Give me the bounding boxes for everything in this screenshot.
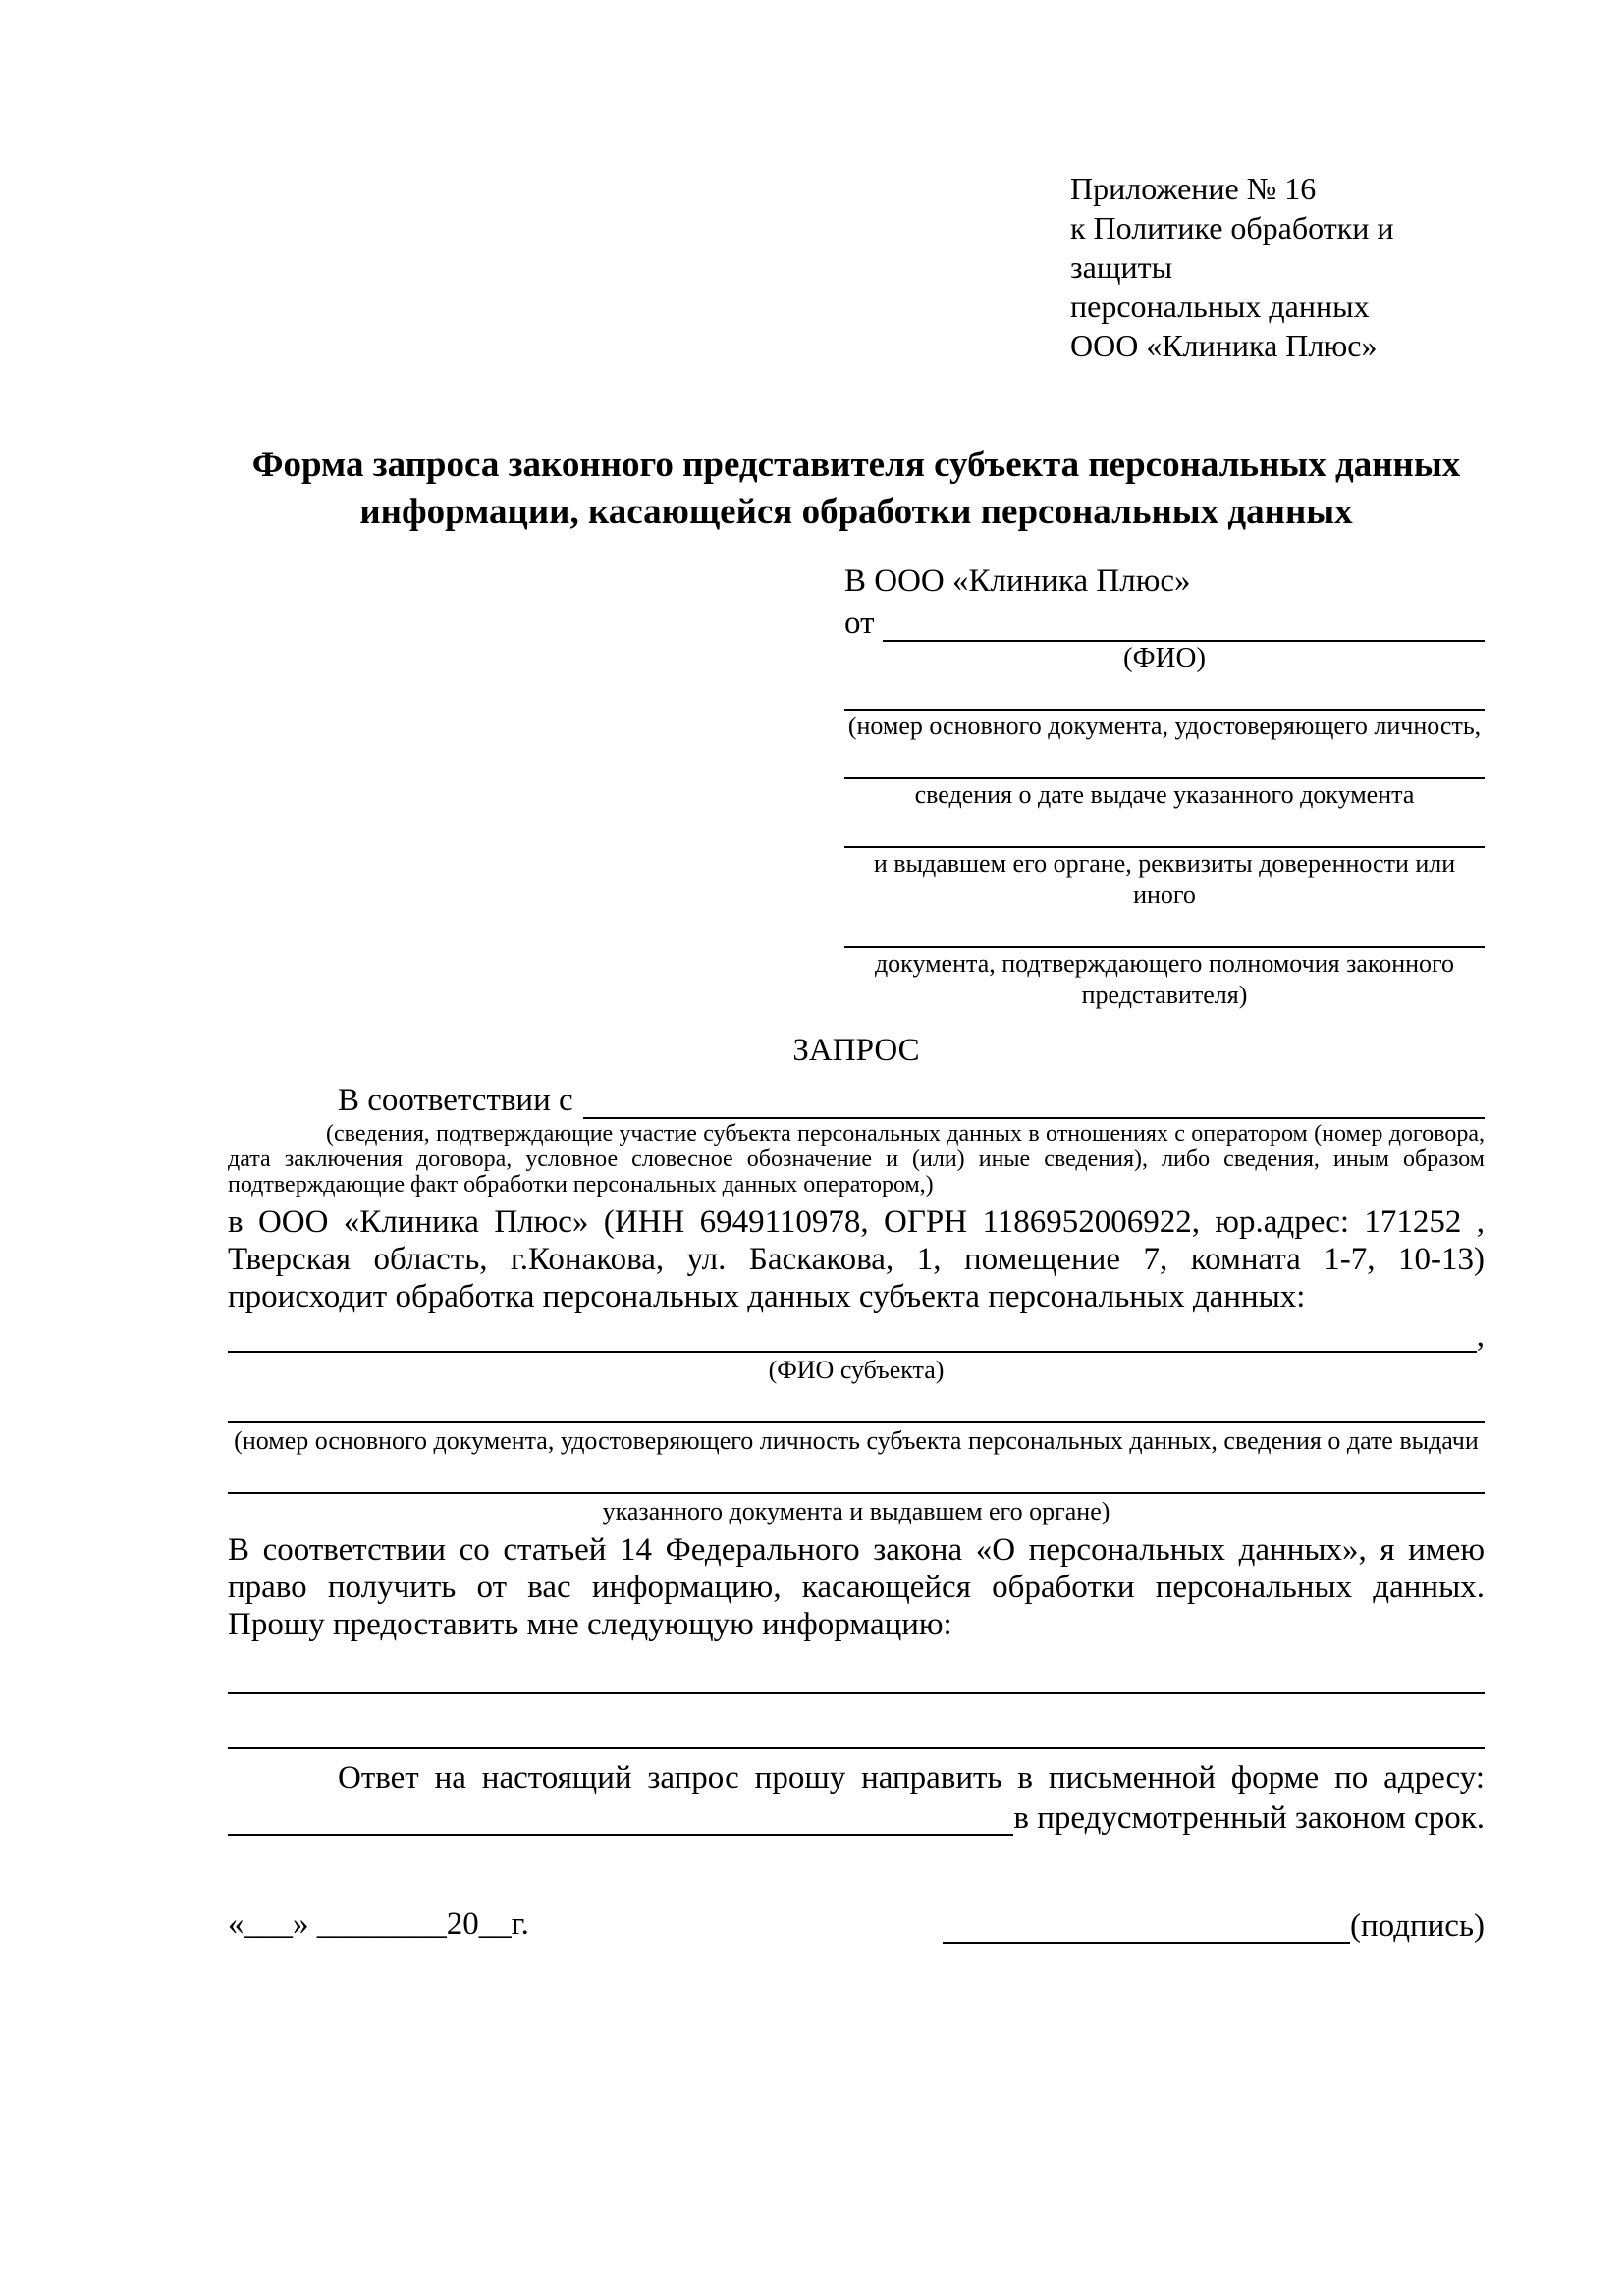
subject-doc-number-blank[interactable] — [228, 1394, 1485, 1423]
doc-issue-date-blank[interactable] — [844, 750, 1485, 779]
signature-footer — [228, 1904, 1485, 1944]
reply-address-paragraph: Ответ на настоящий запрос прошу направить в письменной форме по адресу: — [338, 1760, 1485, 1795]
subject-doc-caption-2: указанного документа и выдавшем его органе) — [602, 1497, 1110, 1525]
addressee-block — [844, 561, 1485, 1011]
signature-blank[interactable] — [943, 1910, 1350, 1944]
reply-deadline-text: в предусмотренный законом срок. — [1013, 1800, 1485, 1836]
doc-authority-caption: и выдавшем его органе, реквизиты доверенности или иного — [873, 849, 1456, 909]
company-name: ООО «Клиника Плюс» — [1070, 328, 1378, 363]
form-title — [228, 442, 1485, 536]
addressee-to: В ООО «Клиника Плюс» — [844, 563, 1191, 599]
subject-doc-authority-blank[interactable] — [228, 1465, 1485, 1494]
relationship-proof-blank[interactable] — [583, 1117, 1485, 1119]
document-content — [228, 0, 1485, 1944]
request-heading: ЗАПРОС — [792, 1033, 920, 1068]
relationship-proof-caption: (сведения, подтверждающие участие субъекта персональных данных в отношениях с оператором (номер договора, дата заключения договора, условное словесное обозначение и (или) иные сведения), либо сведения, иным образом подтверждающие факт обработки персональных данных оператором,) — [228, 1121, 1485, 1198]
form-title-line1: Форма запроса законного представителя субъекта персональных данных — [251, 445, 1461, 485]
doc-number-caption: (номер основного документа, удостоверяющего личность, — [847, 712, 1482, 740]
doc-authority-blank[interactable] — [844, 819, 1485, 848]
requested-info-blank-2[interactable] — [228, 1722, 1485, 1749]
reply-address-blank[interactable] — [228, 1802, 1013, 1836]
from-label: от — [844, 606, 875, 641]
subject-doc-caption-1: (номер основного документа, удостоверяющего личность субъекта персональных данных, сведения о дате выдачи — [234, 1426, 1479, 1455]
authority-proof-caption: документа, подтверждающего полномочия законного представителя) — [874, 949, 1455, 1009]
appendix-number: Приложение № 16 — [1070, 171, 1317, 206]
fio-caption: (ФИО) — [1122, 642, 1207, 673]
subject-fio-line — [228, 1317, 1485, 1353]
accordance-line — [228, 1078, 1485, 1119]
appendix-policy-line: к Политике обработки и защиты — [1070, 210, 1394, 285]
reply-address-line — [228, 1796, 1485, 1836]
subject-fio-trailing-comma: , — [1476, 1318, 1485, 1354]
appendix-policy-line2: персональных данных — [1070, 289, 1370, 324]
subject-fio-caption: (ФИО субъекта) — [768, 1356, 945, 1384]
from-line — [844, 601, 1485, 642]
doc-issue-date-caption: сведения о дате выдаче указанного документа — [914, 780, 1415, 809]
subject-fio-blank[interactable] — [228, 1351, 1477, 1353]
law-paragraph: В соответствии со статьей 14 Федерального закона «О персональных данных», я имею право получить от вас информацию, касающейся обработки персональных данных. Прошу предоставить мне следующую информацию: — [228, 1532, 1485, 1642]
appendix-header — [1070, 0, 1485, 365]
operator-paragraph: в ООО «Клиника Плюс» (ИНН 6949110978, ОГРН 1186952006922, юр.адрес: 171252 , Тверская область, г.Конакова, ул. Баскакова, 1, помещение 7, комната 1-7, 10-13) происходит обработка персональных данных субъекта персональных данных: — [228, 1204, 1485, 1314]
requested-info-blank-1[interactable] — [228, 1667, 1485, 1694]
date-line[interactable]: «___» ________20__г. — [228, 1906, 529, 1942]
authority-proof-blank[interactable] — [844, 919, 1485, 948]
representative-doc-number-blank[interactable] — [844, 681, 1485, 711]
signature-caption: (подпись) — [1350, 1908, 1485, 1944]
form-title-line2: информации, касающейся обработки персональных данных — [359, 492, 1353, 532]
accordance-label: В соответствии с — [338, 1083, 573, 1118]
signature-group — [943, 1908, 1485, 1944]
